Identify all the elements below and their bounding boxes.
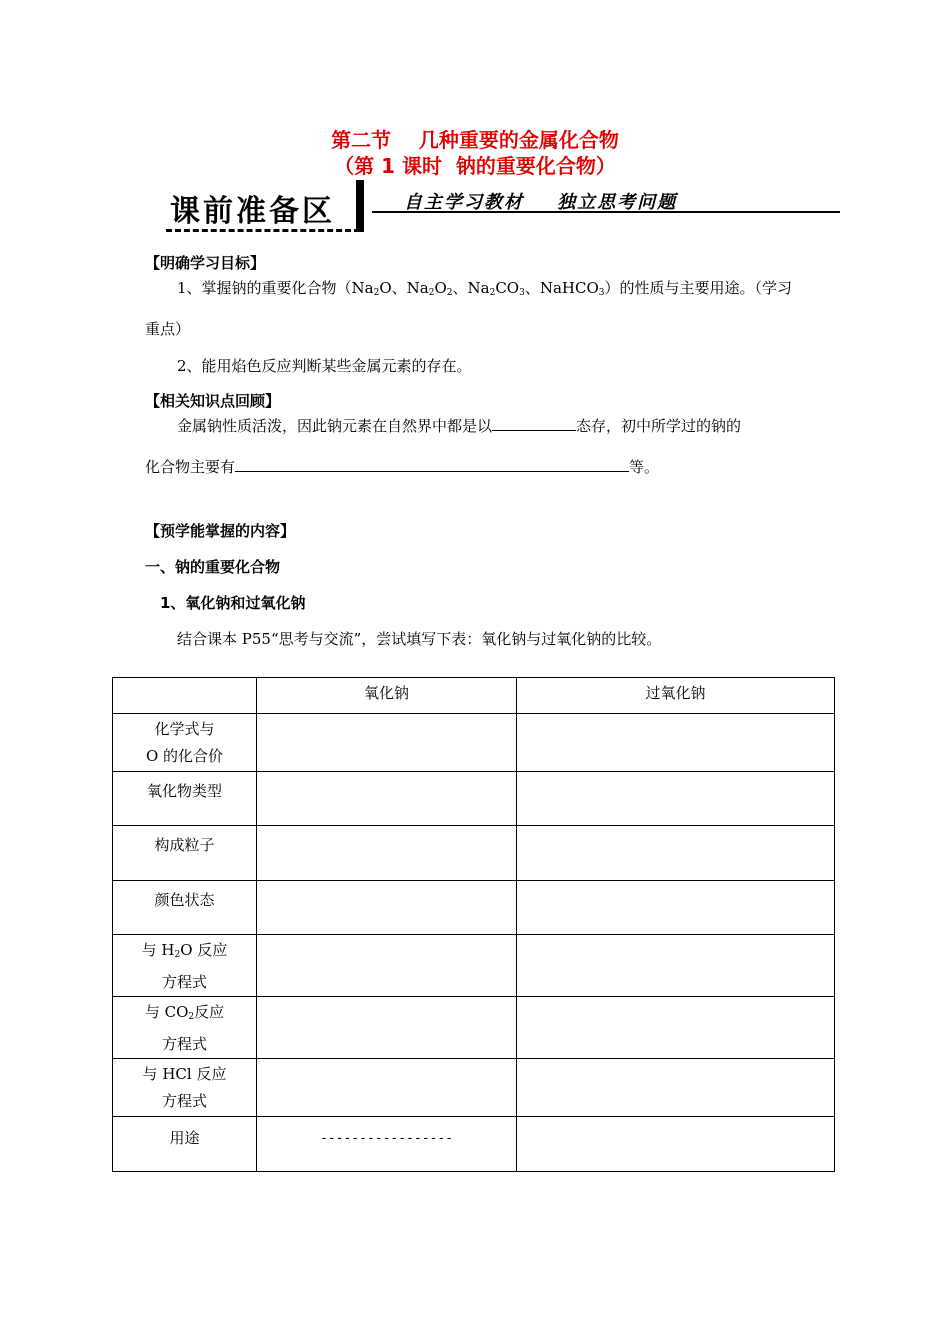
row-label-water-reaction: 与 $H_2O$ 反应 方程式	[113, 935, 257, 997]
answer-cell[interactable]	[257, 935, 517, 997]
page-title: 第二节 几种重要的金属化合物	[331, 128, 619, 152]
answer-cell[interactable]	[517, 881, 835, 935]
objective-2: 2、能用焰色反应判断某些金属元素的存在。	[177, 357, 472, 375]
banner-divider	[356, 180, 364, 232]
row-label-co2-reaction: 与 $CO_2$反应 方程式	[113, 997, 257, 1059]
banner-rule	[372, 211, 840, 213]
table-row	[113, 772, 835, 826]
answer-cell[interactable]	[257, 826, 517, 881]
answer-cell[interactable]	[517, 714, 835, 772]
answer-cell[interactable]	[257, 881, 517, 935]
answer-cell[interactable]	[257, 1059, 517, 1117]
table-row	[113, 714, 835, 772]
banner-title: 课前准备区	[170, 194, 335, 229]
not-applicable-dashes: -----------------	[319, 1131, 454, 1146]
answer-cell[interactable]	[517, 1117, 835, 1172]
table-row	[113, 997, 835, 1059]
answer-cell[interactable]	[517, 772, 835, 826]
review-heading: 【相关知识点回顾】	[145, 392, 281, 410]
page-subtitle: （第 1 课时 钠的重要化合物）	[334, 154, 616, 178]
review-line-2: 化合物主要有 等。	[145, 458, 660, 476]
row-label-hcl-reaction: 与 HCl 反应 方程式	[113, 1059, 257, 1117]
table-row	[113, 881, 835, 935]
row-label-oxide-type: 氧化物类型	[113, 772, 257, 826]
objective-1: 1、掌握钠的重要化合物（$Na_2O$、$Na_2O_2$、$Na_2CO_3$、NaHCO$_3$）的性质与主要用途。（学习	[177, 279, 793, 298]
instruction-text: 结合课本 P55“思考与交流”，尝试填写下表：氧化钠与过氧化钠的比较。	[177, 630, 662, 648]
answer-cell[interactable]	[517, 935, 835, 997]
row-label-uses: 用途	[113, 1117, 257, 1172]
objective-1-continued: 重点）	[145, 320, 191, 338]
table-row	[113, 1117, 835, 1172]
answer-cell[interactable]	[517, 997, 835, 1059]
table-row	[113, 826, 835, 881]
column-header-sodium-peroxide: 过氧化钠	[517, 678, 835, 714]
table-row	[113, 678, 835, 714]
banner-subtitle: 自主学习教材 独立思考问题	[404, 192, 678, 213]
fill-blank[interactable]	[492, 416, 576, 431]
answer-cell[interactable]	[517, 1059, 835, 1117]
objectives-heading: 【明确学习目标】	[145, 254, 266, 272]
banner-dash-underline	[166, 229, 360, 232]
comparison-table	[112, 677, 835, 1172]
answer-cell[interactable]	[257, 714, 517, 772]
table-corner-cell	[113, 678, 257, 714]
answer-cell[interactable]	[517, 826, 835, 881]
answer-cell[interactable]	[257, 772, 517, 826]
row-label-color-state: 颜色状态	[113, 881, 257, 935]
column-header-sodium-oxide: 氧化钠	[257, 678, 517, 714]
review-line-1: 金属钠性质活泼，因此钠元素在自然界中都是以 态存，初中所学过的钠的	[177, 417, 742, 435]
table-row	[113, 935, 835, 997]
fill-blank[interactable]	[235, 457, 629, 472]
answer-cell[interactable]	[257, 997, 517, 1059]
subsection-heading: 1、氧化钠和过氧化钠	[160, 594, 306, 612]
table-row	[113, 1059, 835, 1117]
row-label-particles: 构成粒子	[113, 826, 257, 881]
row-label-formula: 化学式与 O 的化合价	[113, 714, 257, 772]
section-heading: 一、钠的重要化合物	[145, 558, 281, 576]
preview-heading: 【预学能掌握的内容】	[145, 522, 296, 540]
answer-cell	[257, 1117, 517, 1172]
